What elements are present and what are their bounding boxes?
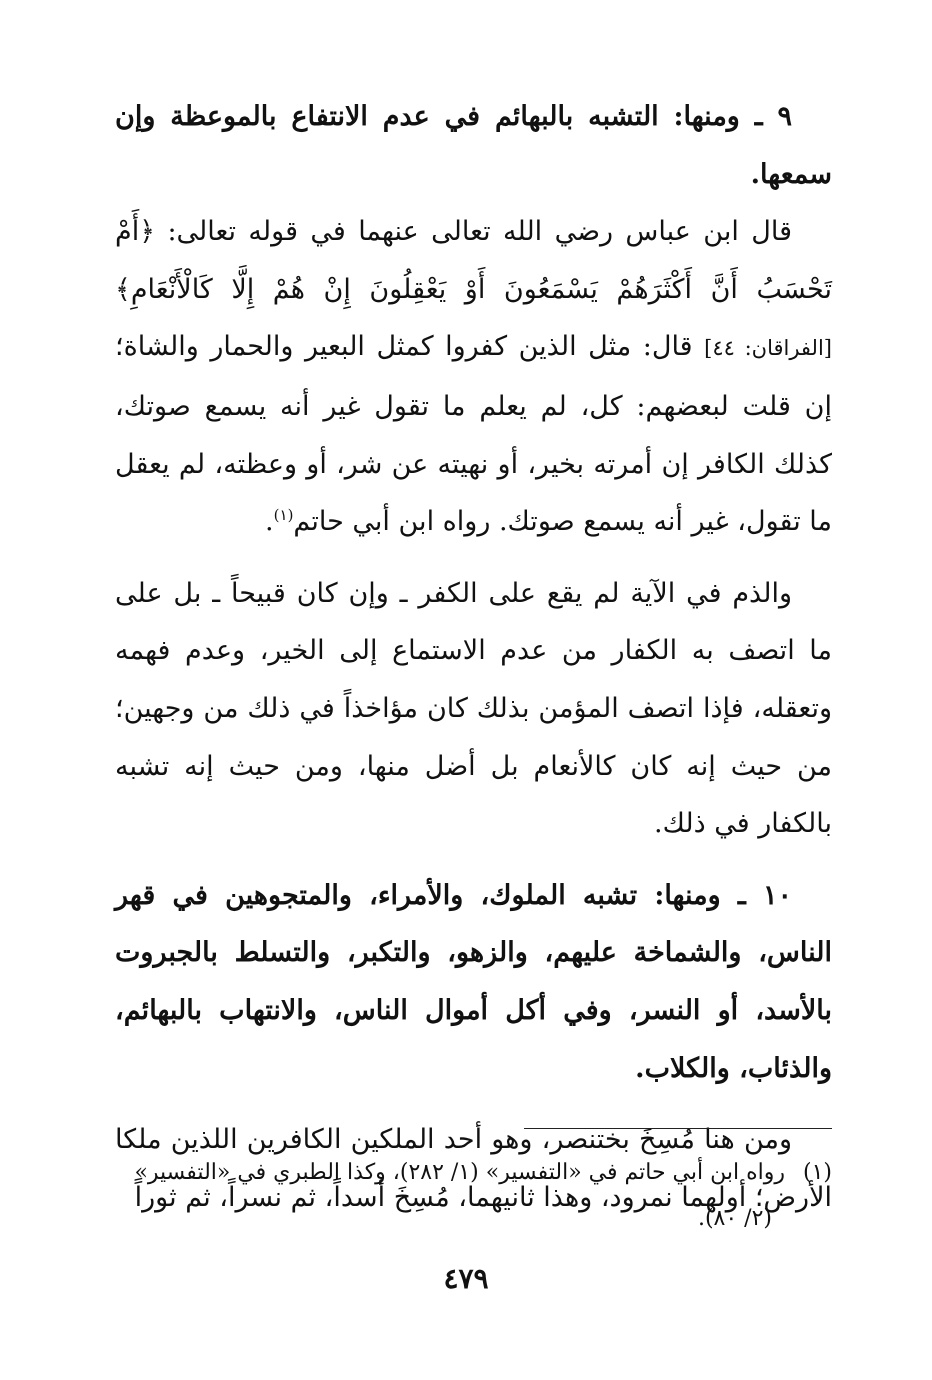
section-heading-10: ١٠ ـ ومنها: تشبه الملوك، والأمراء، والمتجوهين في قهر الناس، والشماخة عليهم، والزهو، والتكبر، والتسلط بالجبروت بالأسد، أو النسر، وفي أكل أموال الناس، والانتهاب بالبهائم، والذئاب، والكلاب. (115, 879, 832, 1084)
ibn-abbas-paragraph (115, 203, 832, 551)
footnote-number: (١) (802, 1160, 832, 1185)
footnote-text-line2: (٢/ ٨٠). (697, 1206, 772, 1231)
footnote-marker: (١) (273, 506, 294, 525)
section-heading-9: ٩ ـ ومنها: التشبه بالبهائم في عدم الانتفاع بالموعظة وإن سمعها. (115, 101, 832, 190)
censure-paragraph: والذم في الآية لم يقع على الكفر ـ وإن كان قبيحاً ـ بل على ما اتصف به الكفار من عدم الاستماع إلى الخير، وعدم فهمه وتعقله، فإذا اتصف المؤمن بذلك كان مؤاخذاً في ذلك من وجهين؛ من حيث إنه كان كالأنعام بل أضل منها، ومن حيث إنه تشبه بالكفار في ذلك. (115, 577, 832, 840)
paragraph-body: قال: مثل الذين كفروا كمثل البعير والحمار والشاة؛ إن قلت لبعضهم: كل، لم يعلم ما تقول غير أنه يسمع صوتك، كذلك الكافر إن أمرته بخير، أو نهيته عن شر، أو وعظته، لم يعقل ما تقول، غير أنه يسمع صوتك. رواه ابن أبي حاتم (115, 331, 832, 538)
footnote-text-line1: رواه ابن أبي حاتم في «التفسير» (١/ ٢٨٢)، وكذا الطبري في «التفسير» (134, 1160, 785, 1185)
nebuchadnezzar-paragraph: ومن هنا مُسِخَ بختنصر، وهو أحد الملكين الكافرين اللذين ملكا الأرض؛ أولهما نمرود، وهذا ثانيهما، مُسِخَ أسداً، ثم نسراً، ثم ثوراً (115, 1124, 832, 1213)
page-number: ٤٧٩ (443, 1262, 489, 1295)
footnote-separator (524, 1128, 832, 1129)
paragraph-end: . (265, 506, 274, 538)
paragraph-lead: قال ابن عباس رضي الله تعالى عنهما في قوله تعالى: (155, 216, 792, 248)
verse-reference: [الفراقان: ٤٤] (704, 336, 832, 361)
quran-verse: ﴿أَمْ تَحْسَبُ أَنَّ أَكْثَرَهُمْ يَسْمَعُونَ أَوْ يَعْقِلُونَ إِنْ هُمْ إِلَّا كَالْأَنْعَامِ﴾ (115, 216, 832, 305)
footnote (115, 1150, 832, 1242)
